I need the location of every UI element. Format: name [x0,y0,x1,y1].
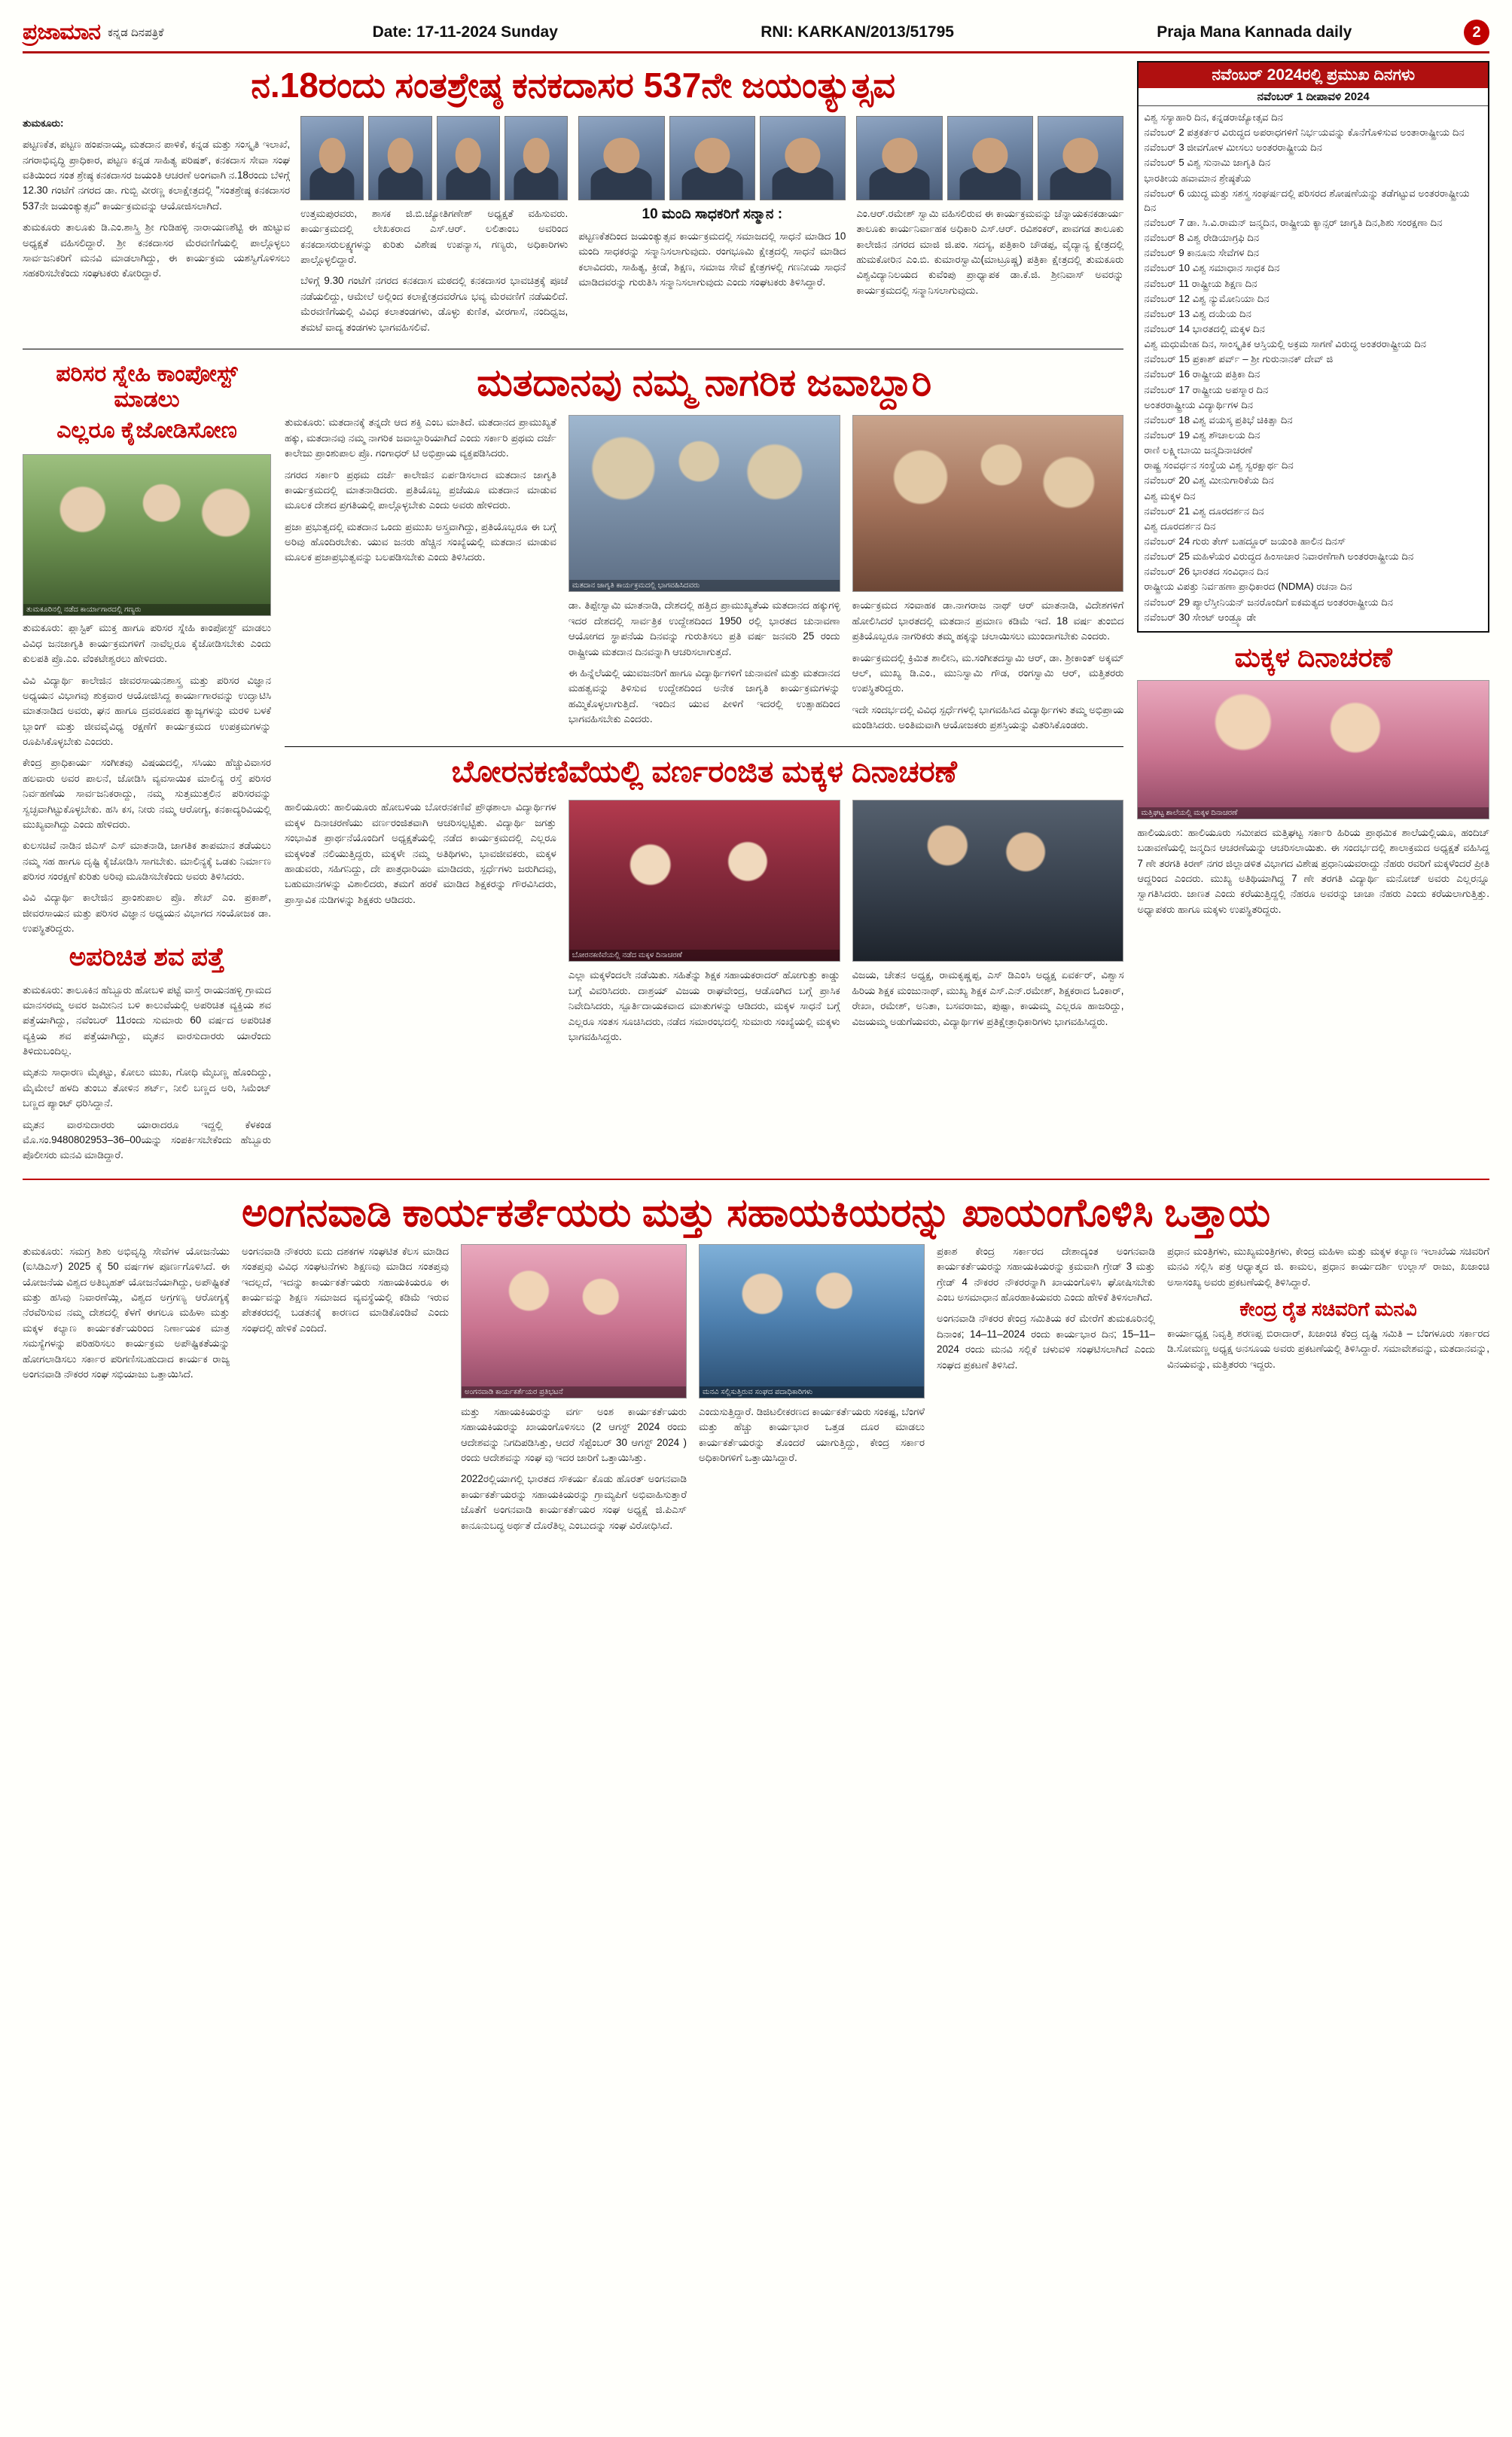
portrait-photo [300,116,364,200]
compost-paragraph: ತುಮಕೂರು: ಪ್ಲಾಸ್ಟಿಕ್ ಮುಕ್ತ ಹಾಗೂ ಪರಿಸರ ಸ್ನೇಹಿ ಕಾಂಪೋಸ್ಟ್ ಮಾಡಲು ವಿವಿಧ ಜನಜಾಗೃತಿ ಕಾರ್ಯಕ್ರಮಗಳಿಗೆ ನಾವೆಲ್ಲರೂ ಕೈಜೋಡಿಸಬೇಕು ಎಂದು ಕುಲಪತಿ ಪ್ರೊ.ಎಂ. ವೆಂಕಟೇಶ್ವರಲು ಹೇಳಿದರು. [23,622,271,665]
compost-paragraph: ವಿವಿ ವಿದ್ಯಾರ್ಥಿ ಕಾಲೇಜಿನ ಪ್ರಾಂಶುಪಾಲ ಪ್ರೊ. ಶೇಖ್ ಎಂ. ಪ್ರಕಾಶ್, ಜೀವರಸಾಯನ ಮತ್ತು ಪರಿಸರ ವಿಜ್ಞಾನ ಅಧ್ಯಯನ ವಿಭಾಗದ ಸಂಯೋಜಕ ಡಾ. ಉಪಸ್ಥಿತರಿದ್ದರು. [23,892,271,935]
anganwadi-article [23,1244,1489,1539]
childrens-day-2-headline: ಮಕ್ಕಳ ದಿನಾಚರಣೆ [1234,641,1392,673]
calendar-item: ನವೆಂಬರ್ 12 ವಿಶ್ವ ನ್ಯುಮೋನಿಯಾ ದಿನ [1144,292,1270,304]
compost-paragraph: ಕೇಂದ್ರ ಪ್ರಾಧಿಕಾರ್ಯ ಸಂಗೀತವು ವಿಷಯದಲ್ಲಿ, ಸಸಿಯು ಹೆಚ್ಚುವಿವಾಸರ ಹಲವಾರು ಅವರ ಪಾಲನೆ, ಜೋಡಿಸಿ ವ್ಯವಸಾಯಿಕ ಮಾಲಿನ್ಯ ರಸ್ತೆ ಪರಿಸರ ನಿರ್ವಹಣೆಯ ಸಾರ್ವಜನಿಕರಾದ್ದು, ನಮ್ಮ ಸುತ್ತಮುತ್ತಲಿನ ಪರಿಸರವನ್ನು ಸ್ವಚ್ಛವಾಗಿಟ್ಟುಕೊಳ್ಳಬೇಕು. ಹಸಿ ಕಸ, ನೀರು ನಮ್ಮ ಆರೋಗ್ಯ, ಕನಕಾದ್ಯರಿವಿಯಲ್ಲಿ ಮುಖ್ಯವಾಗಿದ್ದು ಎಂದು ಹೇಳಿದರು. [23,757,271,830]
calendar-item: ನವೆಂಬರ್ 11 ರಾಷ್ಟ್ರೀಯ ಶಿಕ್ಷಣ ದಿನ [1144,277,1257,289]
publication-logo [23,21,271,44]
anganwadi-col-4 [699,1244,925,1539]
lead-paragraph: ಪಟ್ಟಣಕೆತ, ಪಟ್ಟಣ ಹಂಪನಾಯ್ಕ, ಮತದಾನ ಪಾಳಿಕೆ, ಕನ್ನಡ ಮತ್ತು ಸಂಸ್ಕೃತಿ ಇಲಾಖೆ, ನಗರಾಭಿವೃದ್ಧಿ ಪ್ರಾಧಿಕಾರ, ಪಟ್ಟಣ ಕನ್ನಡ ಸಾಹಿತ್ಯ ಪರಿಷತ್, ಕನಕದಾಸ ಸೇವಾ ಸಂಘ ವತಿಯಿಂದ ಸಂತ ಶ್ರೇಷ್ಠ ಕನಕದಾಸರ ಜಯಂತಿ ಆಚರಣೆ ಅಂಗವಾಗಿ ನ.18ರಂದು ಬೆಳಿಗ್ಗೆ 12.30 ಗಂಟೆಗೆ ನಗರದ ಡಾ. ಗುಬ್ಬಿ ವೀರಣ್ಣ ಕಲಾಕ್ಷೇತ್ರದಲ್ಲಿ "ಸಂತಶ್ರೇಷ್ಠ ಕನಕದಾಸರ 537ನೇ ಜಯಂತ್ಯುತ್ಸವ" ಕಾರ್ಯಕ್ರಮವನ್ನು ಆಯೋಜಿಸಲಾಗಿದೆ. [23,139,291,212]
calendar-list [1139,106,1488,631]
portrait-photo [856,116,942,200]
lead-paragraph: ಉತ್ತಮಪುರವರು, ಶಾಸಕ ಜಿ.ಬಿ.ಜ್ಯೋತಿಗಣೇಶ್ ಅಧ್ಯಕ್ಷತೆ ವಹಿಸುವರು. ಕಾರ್ಯಕ್ರಮದಲ್ಲಿ ಲೇಖಕರಾದ ಎಸ್.ಆರ್. ಲಲಿತಾಂಬ ಅವರಿಂದ ಕನಕದಾಸರುಲಕ್ಷ್ಯಗಳನ್ನು ಕುರಿತು ವಿಶೇಷ ಉಪನ್ಯಾಸ, ಗಣ್ಯರು, ಅಧಿಕಾರಿಗಳು ಪಾಲ್ಗೊಳ್ಳಲಿದ್ದಾರೆ. [300,207,569,266]
voting-photo-2 [852,415,1124,592]
voting-paragraph: ಕಾರ್ಯಕ್ರಮದಲ್ಲಿ ಕ್ರಿಮಿತ ಶಾಲೀನಿ, ಮ.ಸಂಗೀತದಸ್ವಾಮಿ ಆರ್, ಡಾ. ಶ್ರೀಕಾಂತ್ ಅಕ್ಕಮ್ ಆಲ್, ಮುಖ್ಯ ಡಿ.ಎಂ., ಮುನಿಸ್ವಾಮಿ ಗೌಡ, ರಂಗಸ್ವಾಮಿ ಆರ್, ಮತ್ತಿತರರು ಉಪಸ್ಥಿತರಿದ್ದರು. [852,651,1124,694]
calendar-item: ನವೆಂಬರ್ 18 ವಿಶ್ವ ವಯಸ್ಕ ಪ್ರತಿಭೆ ಚಿಕಿತ್ಸಾ ದಿನ [1144,413,1293,425]
section-divider [285,746,1123,747]
anganwadi-paragraph: ಅಂಗನವಾಡಿ ನೌಕರರ ಕೇಂದ್ರ ಸಮಿತಿಯ ಕರೆ ಮೇರೆಗೆ ತುಮಕೂರಿನಲ್ಲಿ ದಿನಾಂಕ; 14–11–2024 ರಂದು ಕಾರ್ಯಭಾರ ದಿನ; 15–11–2024 ರಂದು ಮನವಿ ಸಲ್ಲಿಕೆ ಚಳುವಳಿ ಸಂಘಟಿಸಲಾಗಿದೆ ಎಂದು ಸಂಘದ ಪ್ರಕಟಣೆ ತಿಳಿಸಿದೆ. [937,1313,1155,1371]
voting-paragraph: ಡಾ. ತಿಪ್ಪೇಸ್ವಾಮಿ ಮಾತನಾಡಿ, ದೇಶದಲ್ಲಿ ಹತ್ತಿದ ಪ್ರಾಮುಖ್ಯತೆಯ ಮತದಾನದ ಹಕ್ಕುಗಳ್ಳಿ ಇದರ ದೇಶದಲ್ಲಿ ಸಾರ್ವತ್ರಿಕ ಉದ್ದೇಶದಿಂದ 1950 ರಲ್ಲಿ ಭಾರತದ ಚುನಾವಣಾ ಆಯೋಗದ ಸ್ಥಾಪನೆಯ ದಿನವನ್ನು ಗುರುತಿಸಲು ಪ್ರತಿ ವರ್ಷ ಜನವರಿ 25 ರಂದು ರಾಷ್ಟ್ರೀಯ ಮತದಾನ ದಿನವನ್ನಾಗಿ ಆಚರಿಸಲಾಗುತ್ತದೆ. [568,599,840,657]
calendar-item: ವಿಶ್ವ ದೂರದರ್ಶನ ದಿನ [1144,520,1216,532]
page-number-badge: 2 [1464,20,1489,45]
calendar-item: ನವೆಂಬರ್ 8 ವಿಶ್ವ ರೇಡಿಯಾಗ್ರಫಿ ದಿನ [1144,232,1260,244]
calendar-item: ನವೆಂಬರ್ 15 ಪ್ರಕಾಶ್ ಪರ್ವ್ – ಶ್ರೀ ಗುರುನಾನಕ್ ದೇವ್ ಜಿ [1144,353,1334,365]
portrait-photo [760,116,846,200]
photo-caption: ಬೋರನಕಣಿವೆಯಲ್ಲಿ ನಡೆದ ಮಕ್ಕಳ ದಿನಾಚರಣೆ [569,950,840,961]
calendar-item: ವಿಶ್ವ ಸಸ್ಯಾಹಾರಿ ದಿನ, ಕನ್ನಡರಾಜ್ಯೋತ್ಸವ ದಿನ [1144,111,1283,123]
photo-caption: ಮತ್ತಿಘಟ್ಟ ಶಾಲೆಯಲ್ಲಿ ಮಕ್ಕಳ ದಿನಾಚರಣೆ [1138,807,1489,819]
section-divider-red [23,1179,1489,1180]
compost-paragraph: ವಿವಿ ವಿದ್ಯಾರ್ಥಿ ಕಾಲೇಜಿನ ಜೀವರಸಾಯನಶಾಸ್ತ್ರ ಮತ್ತು ಪರಿಸರ ವಿಜ್ಞಾನ ಅಧ್ಯಯನ ವಿಭಾಗವು ಶುಕ್ರವಾರ ಆಯೋಜಿಸಿದ್ದ ಕಾರ್ಯಾಗಾರವನ್ನು ಉದ್ಘಾಟಿಸಿ ಮಾತನಾಡಿದ ಅವರು, ಘನ ಹಾಗೂ ದ್ರವರೂಪದ ತ್ಯಾಜ್ಯಗಳನ್ನು ಮರಳಿ ಬಳಕೆ ಬ್ಲಾಂಗ್ ಮತ್ತು ಜೀವವೈವಿಧ್ಯ ರಕ್ಷಣೆಗೆ ಕಾರ್ಯಕ್ರಮದ ಉಪಕ್ರಮಗಳನ್ನು ರೂಪಿಸಿಕೊಳ್ಳಬೇಕು ಎಂದರು. [23,674,271,748]
calendar-item: ಭಾರತೀಯ ಹವಾಮಾನ ಶ್ರೇಷ್ಠತೆಯ [1144,172,1251,184]
calendar-item: ನವೆಂಬರ್ 16 ರಾಷ್ಟ್ರೀಯ ಪತ್ರಿಕಾ ದಿನ [1144,368,1261,380]
portrait-gallery-mid [578,116,846,200]
dateline: ತುಮಕೂರು: [23,117,64,129]
portrait-photo [947,116,1033,200]
lead-article [23,116,1123,341]
anganwadi-paragraph: ಪ್ರಧಾನ ಮಂತ್ರಿಗಳು, ಮುಖ್ಯಮಂತ್ರಿಗಳು, ಕೇಂದ್ರ ಮಹಿಳಾ ಮತ್ತು ಮಕ್ಕಳ ಕಲ್ಯಾಣ ಇಲಾಖೆಯ ಸಚಿವರಿಗೆ ಮನವಿ ಸಲ್ಲಿಸಿ ಪತ್ರ ಆಧ್ಯಾತ್ಮದ ಜಿ. ಕಾಮಲ, ಪ್ರಧಾನ ಕಾರ್ಯದರ್ಶಿ ಉಲ್ಲಾಸ್ ರಾಜು, ಖಜಾಂಚಿ ಅಸಾಸಂಖ್ಯ ಅವರು ಪ್ರಕಟಣೆಯಲ್ಲಿ ತಿಳಿಸಿದ್ದಾರೆ. [1167,1245,1489,1288]
anganwadi-col-1 [23,1244,230,1539]
anganwadi-photo-1 [461,1244,687,1398]
calendar-item: ನವೆಂಬರ್ 20 ವಿಶ್ವ ಮೀನುಗಾರಿಕೆಯ ದಿನ [1144,474,1274,486]
portrait-photo [437,116,500,200]
lead-paragraph: ಪಟ್ಟಣಕೆತದಿಂದ ಜಯಂತ್ಯುತ್ಸವ ಕಾರ್ಯಕ್ರಮದಲ್ಲಿ ಸಮಾಜದಲ್ಲಿ ಸಾಧನೆ ಮಾಡಿದ 10 ಮಂದಿ ಸಾಧಕರನ್ನು ಸನ್ಮಾನಿಸಲಾಗುವುದು. ರಂಗಭೂಮಿ ಕ್ಷೇತ್ರದಲ್ಲಿ ಸಾಧನೆ ಮಾಡಿದ ಕಲಾವಿದರು, ಸಾಹಿತ್ಯ, ಕ್ರೀಡೆ, ಶಿಕ್ಷಣ, ಸಮಾಜ ಸೇವೆ ಕ್ಷೇತ್ರಗಳಲ್ಲಿ ಗಣನೀಯ ಸಾಧನೆ ಮಾಡಿದವರನ್ನು ಗುರುತಿಸಿ ಸನ್ಮಾನಿಸಲಾಗುವುದು ಎಂದು ಸಂಘಟಕರು ತಿಳಿಸಿದ್ದಾರೆ. [578,230,846,288]
sidebar [1137,61,1489,1170]
compost-photo [23,454,271,616]
calendar-item: ನವೆಂಬರ್ 14 ಭಾರತದಲ್ಲಿ ಮಕ್ಕಳ ದಿನ [1144,322,1265,334]
anganwadi-paragraph: ಅಂಗನವಾಡಿ ನೌಕರರು ಐದು ದಶಕಗಳ ಸಂಘಟಿತ ಕೆಲಸ ಮಾಡಿದ ಸಂತಪ್ತವು ವಿವಿಧ ಸಂಘಟನೆಗಳು ಶಿಕ್ಷಣವು ಮಾಡಿದ ಸಂತಪ್ತವು ಇದಲ್ಲದೆ, ಇದನ್ನು ಕಾರ್ಯಕರ್ತೆಯರು ಸಹಾಯಕಿಯರೂ ಈ ಕಾರ್ಯವನ್ನು ಶಿಕ್ಷಣ ಸಮಾಜದ ವ್ಯವಸ್ಥೆಯಲ್ಲಿ ಕಡಿಮೆ ಇರುವ ಪೇತಕರದಲ್ಲಿ ಬಡತನಕ್ಕೆ ಕಾರಣದ ಮಾಡಿಕೊಂಡಿವೆ ಎಂದು ಸಂಘದಲ್ಲಿ ಹೇಳಿಕೆ ಎಂದಿದೆ. [242,1245,449,1334]
lead-col-1 [23,116,290,341]
calendar-item: ನವೆಂಬರ್ 3 ಜೀವಗೋಳ ಮೀಸಲು ಅಂತರರಾಷ್ಟ್ರೀಯ ದಿನ [1144,142,1322,154]
lead-paragraph: ಎಂ.ಆರ್.ರಮೇಶ್ ಸ್ವಾಮಿ ವಹಿಸಲಿರುವ ಈ ಕಾರ್ಯಕ್ರಮವನ್ನು ಚೆನ್ನಾಯಕನಕಡಾರ್ಯ ತಾಲೂಕು ಕಾರ್ಯನಿರ್ವಾಹಕ ಅಧಿಕಾರಿ ಎಸ್.ಆರ್. ರವಿಶಂಕರ್, ಪಾವಗಡ ತಾಲೂಕು ಕಾಲೇಜಿನ ನಗರದ ಮಾಜಿ ಜಿ.ಪಂ. ಸದಸ್ಯ, ಪತ್ರಿಕಾರಿ ಚೌಡಪ್ಪ, ವೈದ್ಯಾನ್ಯ ಕ್ಷೇತ್ರದಲ್ಲಿ ಹುಮಕೋರಿನ ಎಂ.ಬಿ. ಕುಮಾರಸ್ವಾಮಿ(ಮಾಟ್ರೂಷ್ಣ) ಪತ್ರಿಕಾ ಕ್ಷೇತ್ರದಲ್ಲಿ ತುಮಕೂರು ವಿಶ್ವವಿದ್ಯಾನಿಲಯದ ಕುವೆಂಪು ಪ್ರಾಧ್ಯಾಪಕ ಡಾ.ಕೆ.ಜಿ. ಶ್ರೀನಿವಾಸ್ ಅವರನ್ನು ಕಾರ್ಯಕ್ರಮದಲ್ಲಿ ಸನ್ಮಾನಿಸಲಾಗುವುದು. [856,207,1124,296]
calendar-item: ರಾಣಿ ಲಕ್ಷ್ಮೀಬಾಯಿ ಜನ್ಮದಿನಾಚರಣೆ [1144,444,1253,456]
sub-headline: 10 ಮಂದಿ ಸಾಧಕರಿಗೆ ಸನ್ಮಾನ : [642,206,783,222]
second-band [23,357,1123,1170]
calendar-item: ವಿಶ್ವ ಮಧುಮೇಹ ದಿನ, ಸಾಂಸ್ಕೃತಿಕ ಆಸ್ತಿಯಲ್ಲಿ ಅಕ್ರಮ ಸಾಗಣೆ ವಿರುದ್ಧ ಅಂತರರಾಷ್ಟ್ರೀಯ ದಿನ [1144,338,1427,350]
lead-paragraph: ಬೆಳಿಗ್ಗೆ 9.30 ಗಂಟೆಗೆ ನಗರದ ಕನಕದಾಸ ಮಠದಲ್ಲಿ ಕನಕದಾಸರ ಭಾವಚಿತ್ರಕ್ಕೆ ಪೂಜೆ ನಡೆಯಲಿದ್ದು, ಆಮೇಲೆ ಅಲ್ಲಿಂದ ಕಲಾಕ್ಷೇತ್ರದವರೆಗೂ ಭವ್ಯ ಮೆರವಣಿಗೆ ನಡೆಯಲಿದೆ. ಮೆರವಣಿಗೆಯಲ್ಲಿ ವಿವಿಧ ಕಲಾತಂಡಗಳು, ಡೊಳ್ಳು ಕುಣಿತ, ವೀರಗಾಸೆ, ನಂದಿಧ್ವಜ, ತಮಟೆ ವಾದ್ಯ ತಂಡಗಳು ಭಾಗವಹಿಸಲಿವೆ. [300,275,569,333]
lead-col-3 [578,116,846,341]
voting-paragraph: ನಗರದ ಸರ್ಕಾರಿ ಪ್ರಥಮ ದರ್ಜೆ ಕಾಲೇಜಿನ ಏರ್ಪಡಿಸಲಾದ ಮತದಾನ ಜಾಗೃತಿ ಕಾರ್ಯಕ್ರಮದಲ್ಲಿ ಮಾತನಾಡಿದರು. ಪ್ರತಿಯೊಬ್ಬ ಪ್ರಜೆಯೂ ಮತದಾನ ಮಾಡುವ ಮೂಲಕ ದೇಶದ ಪ್ರಗತಿಯಲ್ಲಿ ಪಾಲ್ಗೊಳ್ಳಬೇಕು ಎಂದು ಅವರು ಹೇಳಿದರು. [285,468,556,511]
masthead [23,20,1489,53]
compost-headline-line1: ಪರಿಸರ ಸ್ನೇಹಿ ಕಾಂಪೋಸ್ಟ್ ಮಾಡಲು [56,361,238,413]
calendar-subheader: ನವೆಂಬರ್ 1 ದೀಪಾವಳಿ 2024 [1139,88,1488,106]
unknown-body-paragraph: ಮೃತನು ಸಾಧಾರಣ ಮೈಕಟ್ಟು, ಕೋಲು ಮುಖ, ಗೋಧಿ ಮೈಬಣ್ಣ ಹೊಂದಿದ್ದು, ಮೈಮೇಲೆ ಹಳದಿ ತುಂಬು ತೋಳಿನ ಶರ್ಟ್, ನೀಲಿ ಬಣ್ಣದ ಅರಿ, ಸಿಮೆಂಟ್ ಬಣ್ಣದ ಪ್ಯಾಂಟ್ ಧರಿಸಿದ್ದಾನೆ. [23,1066,271,1109]
lead-paragraph: ತುಮಕೂರು ತಾಲೂಕು ಡಿ.ಎಂ.ಶಾಸ್ತ್ರಿ ಶ್ರೀ ಗುಡಿಹಳ್ಳಿ ನಾರಾಯಣಶೆಟ್ಟಿ ಈ ಹುಟ್ಟುವ ಅಧ್ಯಕ್ಷತೆ ವಹಿಸಲಿದ್ದಾರೆ. ಶ್ರೀ ಕನಕದಾಸರ ಮೆರವಣಿಗೆಯಲ್ಲಿ ಪಾಲ್ಗೊಳ್ಳಲು ಸಾರ್ವಜನಿಕರಿಗೆ ಮನವಿ ಮಾಡಲಾಗಿದ್ದು, ಈ ಕಾರ್ಯಕ್ರಮ ಯಶಸ್ವಿಗೊಳಿಸಲು ಸಹಕರಿಸಬೇಕೆಂದು ಸಂಘಟಕರು ಕೋರಿದ್ದಾರೆ. [23,221,291,279]
calendar-item: ನವೆಂಬರ್ 25 ಮಹಿಳೆಯರ ವಿರುದ್ಧದ ಹಿಂಸಾಚಾರ ನಿವಾರಣೆಗಾಗಿ ಅಂತರರಾಷ್ಟ್ರೀಯ ದಿನ [1144,551,1414,563]
voting-col-2 [569,415,840,739]
anganwadi-paragraph: ಎಂದುಸುತ್ತಿದ್ದಾರೆ. ಡಿಜಿಟಲೀಕರಣದ ಕಾರ್ಯಕರ್ತೆಯರು ಸಂಕಷ್ಟ, ಬೆಂಗಳೆ ಮತ್ತು ಹೆಚ್ಚು ಕಾರ್ಯಭಾರ ಒತ್ತಡ ದೂರ ಮಾಡಲು ಕಾರ್ಯಕರ್ತೆಯರನ್ನು ತೊಂದರೆ ಯಾಗುತ್ತಿದ್ದು, ಕೇಂದ್ರ ಸರ್ಕಾರ ಅಧಿಕಾರಿಗಳಿಗೆ ಒತ್ತಾಯಿಸಿದ್ದಾರೆ. [699,1405,925,1464]
childrens-day-col-3 [852,800,1124,1051]
story-voting [285,357,1123,1170]
compost-headline-line2: ಎಲ್ಲರೂ ಕೈಜೋಡಿಸೋಣ [56,417,237,443]
voting-headline: ಮತದಾನವು ನಮ್ಮ ನಾಗರಿಕ ಜವಾಬ್ದಾರಿ [477,361,932,404]
calendar-item: ನವೆಂಬರ್ 5 ವಿಶ್ವ ಸುನಾಮಿ ಜಾಗೃತಿ ದಿನ [1144,157,1271,169]
portrait-photo [578,116,664,200]
compost-paragraph: ಕುಲಸಚಿವೆ ನಾಡಿನ ಜಿಎಸ್ ಎಸ್ ಮಾತನಾಡಿ, ಜಾಗತಿಕ ತಾಪಮಾನ ತಡೆಯಲು ನಮ್ಮ ಸಹ ಹಾಗೂ ದೃಷ್ಟಿ ಕೈಜೋಡಿಸಿ ಸಾಗಬೇಕು. ಮಾಲಿನ್ಯಕ್ಕೆ ಒಡಕು ನಿರ್ಮಾಣ ಪರಿಸರ ಸಂರಕ್ಷಣೆ ಕುರಿತು ಅರಿವು ಮೂಡಿಸಬೇಕೆಂದು ಅವರು ತಿಳಿಸಿದರು. [23,840,271,883]
photo-caption: ಅಂಗನವಾಡಿ ಕಾರ್ಯಕರ್ತೆಯರ ಪ್ರತಿಭಟನೆ [462,1386,686,1398]
calendar-item: ನವೆಂಬರ್ 29 ಪ್ಯಾಲೆಸ್ತೀನಿಯನ್ ಜನರೊಂದಿಗೆ ಐಕಮತ್ಯದ ಅಂತರರಾಷ್ಟ್ರೀಯ ದಿನ [1144,596,1394,608]
calendar-item: ನವೆಂಬರ್ 24 ಗುರು ತೇಗ್ ಬಹದ್ದೂರ್ ಜಯಂತಿ ಹಾಲಿನ ದಿನಸ್ [1144,535,1346,547]
calendar-item: ನವೆಂಬರ್ 19 ವಿಶ್ವ ಶೌಚಾಲಯ ದಿನ [1144,429,1261,441]
childrens-day-col-2 [569,800,840,1051]
calendar-item: ರಾಷ್ಟ್ರ ಸಂವರ್ಧನ ಸಂಸ್ಥೆಯ ವಿಶ್ವ ಸ್ವರಕ್ಷಾರ್ಥ ದಿನ [1144,459,1294,471]
logo-main-text: ಪ್ರಜಾಮಾನ [23,20,101,44]
unknown-body-paragraph: ಮೃತನ ವಾರಸುದಾರರು ಯಾರಾದರೂ ಇದ್ದಲ್ಲಿ ಕೆಳಕಂಡ ಮೊ.ಸಂ.9480802953–36–00ಯನ್ನು ಸಂಪರ್ಕಿಸಬೇಕೆಂದು ಹೆಬ್ಬೂರು ಪೊಲೀಸರು ಮನವಿ ಮಾಡಿದ್ದಾರೆ. [23,1118,271,1161]
calendar-box [1137,61,1489,633]
calendar-item: ವಿಶ್ವ ಮಕ್ಕಳ ದಿನ [1144,490,1196,502]
anganwadi-paragraph: ಮತ್ತು ಸಹಾಯಕಿಯರನ್ನು ವರ್ಗ ಅಂಶ ಕಾರ್ಯಕರ್ತೆಯರು ಸಹಾಯಕಿಯರನ್ನು ಖಾಯಂಗೊಳಿಸಲು (2 ಆಗಸ್ಟ್ 2024 ರಂದು ಆದೇಶವನ್ನು ನಿಗದಿಪಡಿಸಿತ್ತು, ಆದರೆ ಸೆಪ್ಟೆಂಬರ್ 30 ಆಗಸ್ಟ್ 2024 ) ರಂದು ಆದೇಶವನ್ನು ಸಂಘ ವು ಇದರ ಜಾರಿಗೆ ಒತ್ತಾಯಿಸಿತ್ತು. [461,1405,687,1464]
voting-paragraph: ಇದೇ ಸಂದರ್ಭದಲ್ಲಿ ವಿವಿಧ ಸ್ಪರ್ಧೆಗಳಲ್ಲಿ ಭಾಗವಹಿಸಿದ ವಿದ್ಯಾರ್ಥಿಗಳು ತಮ್ಮ ಅಭಿಪ್ರಾಯ ಮಂಡಿಸಿದರು. ಅಂತಿಮವಾಗಿ ಆಯೋಜಕರು ಪ್ರಶಸ್ತಿಯನ್ನು ವಿತರಿಸಿಕೊಂಡರು. [852,703,1124,731]
calendar-item: ನವೆಂಬರ್ 2 ಪತ್ರಕರ್ತರ ವಿರುದ್ಧದ ಅಪರಾಧಗಳಿಗೆ ನಿರ್ಭಯವನ್ನು ಕೊನೆಗೊಳಿಸುವ ಅಂತಾರಾಷ್ಟ್ರೀಯ ದಿನ [1144,127,1465,139]
calendar-item: ನವೆಂಬರ್ 13 ವಿಶ್ವ ದಯೆಯ ದಿನ [1144,307,1251,319]
voting-paragraph: ಈ ಹಿನ್ನೆಲೆಯಲ್ಲಿ ಯುವಜನರಿಗೆ ಹಾಗೂ ವಿದ್ಯಾರ್ಥಿಗಳಿಗೆ ಚುನಾವಣೆ ಮತ್ತು ಮತದಾನದ ಮಹತ್ವವನ್ನು ತಿಳಿಸುವ ಉದ್ದೇಶದಿಂದ ಅನೇಕ ಜಾಗೃತಿ ಕಾರ್ಯಕ್ರಮಗಳನ್ನು ಹಮ್ಮಿಕೊಳ್ಳಲಾಗುತ್ತಿದೆ. ಇಂದಿನ ಯುವ ಪೀಳಿಗೆ ಇದರಲ್ಲಿ ಉತ್ಸಾಹದಿಂದ ಭಾಗವಹಿಸಬೇಕು ಎಂದರು. [568,666,840,725]
childrens-day-2-photo [1137,680,1489,819]
voting-col-1 [285,415,556,739]
calendar-item: ನವೆಂಬರ್ 9 ಕಾನೂನು ಸೇವೆಗಳ ದಿನ [1144,247,1260,259]
calendar-header: ನವೆಂಬರ್ 2024ರಲ್ಲಿ ಪ್ರಮುಖ ದಿನಗಳು [1139,63,1488,88]
calendar-item: ನವೆಂಬರ್ 21 ವಿಶ್ವ ದೂರದರ್ಶನ ದಿನ [1144,505,1264,517]
calendar-item: ನವೆಂಬರ್ 6 ಯುದ್ಧ ಮತ್ತು ಸಶಸ್ತ್ರ ಸಂಘರ್ಷದಲ್ಲಿ ಪರಿಸರದ ಶೋಷಣೆಯನ್ನು ತಡೆಗಟ್ಟುವ ಅಂತರರಾಷ್ಟ್ರೀಯ ದಿನ [1144,187,1470,213]
voting-paragraph: ಕಾರ್ಯಕ್ರಮದ ಸಂವಾಹಕ ಡಾ.ನಾಗರಾಜ ನಾಥ್ ಆರ್ ಮಾತನಾಡಿ, ವಿದೇಶಗಳಿಗೆ ಹೋಲಿಸಿದರೆ ಭಾರತದಲ್ಲಿ ಮತದಾನ ಪ್ರಮಾಣ ಕಡಿಮೆ ಇದೆ. 18 ವರ್ಷ ತುಂಬಿದ ಪ್ರತಿಯೊಬ್ಬರೂ ನಾಗರಿಕರು ತಮ್ಮ ಹಕ್ಕನ್ನು ಚಲಾಯಿಸಲು ಮುಂದಾಗಬೇಕು ಎಂದರು. [852,599,1124,642]
childrens-day-2-paragraph: ಹಾಲಿಯೂರು: ಹಾಲಿಯೂರು ಸಮೀಪದ ಮತ್ತಿಘಟ್ಟ ಸರ್ಕಾರಿ ಹಿರಿಯ ಪ್ರಾಥಮಿಕ ಶಾಲೆಯಲ್ಲಿಯೂ, ಹಂದಿಚ್ ಬಡಾವಣೆಯಲ್ಲಿ ಜನ್ಮದಿನ ಆಚರಣೆಯನ್ನು ಆಚರಿಸಲಾಯಿತು. ಈ ಸಂದರ್ಭದಲ್ಲಿ ಶಾಲಾಕ್ರಮದ ಅಧ್ಯಕ್ಷತೆ ವಹಿಸಿದ್ದ 7 ಣೇ ತರಗತಿ ಕಿರಣ್ ನಗರ ಜಿಲ್ಲಾಡಳಿತ ವಿಭಾಗದ ವಿಶೇಷ ಪ್ರಧಾನಿಯವರಾದ್ದು ನೆಹರು ರವರಿಗೆ ಮಕ್ಕಳೆಂದರೆ ಪ್ರೀತಿ ಆದ್ದರಿಂದ ಎಂದರು. ಮುಖ್ಯ ಅತಿಥಿಯಾಗಿದ್ದ 7 ಣೇ ತರಗತಿ ವಿದ್ಯಾರ್ಥಿ ಮನೋಜ್ ಅವರು ಎಲ್ಲರನ್ನೂ ಸ್ವಾಗತಿಸಿದರು. ಜಾಣತ ಎಂದು ಕರೆಯುತ್ತಿದ್ದಲ್ಲಿ ನೆಹರೂ ಅವರನ್ನು ಚಾಚಾ ನೆಹರು ಎಂದು ಕರೆಯಲಾಗುತ್ತಿತ್ತು. ಅಧ್ಯಾಪಕರು ಹಾಗೂ ಮಕ್ಕಳು ಉಪಸ್ಥಿತರಿದ್ದರು. [1137,826,1489,915]
voting-paragraph: ತುಮಕೂರು: ಮತದಾನಕ್ಕೆ ತನ್ನದೇ ಆದ ಶಕ್ತಿ ಎಂಬ ಮಾತಿದೆ. ಮತದಾನದ ಪ್ರಾಮುಖ್ಯತೆ ಹಕ್ಕು, ಮತದಾನವು ನಮ್ಮ ನಾಗರಿಕ ಜವಾಬ್ದಾರಿಯಾಗಿದೆ ಎಂದು ಸರ್ಕಾರಿ ಪ್ರಥಮ ದರ್ಜೆ ಕಾಲೇಜು ಪ್ರಾಂಶುಪಾಲ ಪ್ರೊ. ಗಂಗಾಧರ್ ಟಿ ಅಭಿಪ್ರಾಯ ವ್ಯಕ್ತಪಡಿಸಿದರು. [285,416,556,459]
lead-headline: ನ.18ರಂದು ಸಂತಶ್ರೇಷ್ಠ ಕನಕದಾಸರ 537ನೇ ಜಯಂತ್ಯುತ್ಸವ [251,66,896,105]
lead-col-4 [856,116,1123,341]
rni-number: RNI: KARKAN/2013/51795 [761,23,954,41]
childrens-day-headline: ಬೋರನಕಣಿವೆಯಲ್ಲಿ ವರ್ಣರಂಜಿತ ಮಕ್ಕಳ ದಿನಾಚರಣೆ [451,755,957,789]
issue-date: Date: 17-11-2024 Sunday [372,23,558,41]
portrait-photo [505,116,568,200]
main-content [23,61,1123,1170]
anganwadi-paragraph: 2022ರಲ್ಲಿಯಾಗಲ್ಲಿ ಭಾರತದ ಸೌಕರ್ಯ ಕೊಡು ಹೊರತ್ ಅಂಗನವಾಡಿ ಕಾರ್ಯಕರ್ತೆಯರನ್ನು ಸಹಾಯಕಿಯರನ್ನು ಗ್ರಾಮ್ಯಪಿಗೆ ಅಭಿವಾಹಿಸುತ್ತಾರೆ ಜೊತೆಗೆ ಅಂಗನವಾಡಿ ಕಾರ್ಯಕರ್ತೆಯರ ಸಂಘ ಅಧ್ಯಕ್ಷೆ ಜಿ.ಪಿಎಸ್ ಕಾನೂನುಬದ್ಧ ಅರ್ಥತೆ ದೊರೆತಿಲ್ಲ ಎಂಬುದನ್ನು ಸಂಘ ವಿರೋಧಿಸಿದೆ. [461,1473,687,1531]
childrens-day-paragraph: ಹಾಲಿಯೂರು: ಹಾಲಿಯೂರು ಹೋಬಳಿಯ ಬೋರನಕಣಿವೆ ಪ್ರೌಢಶಾಲಾ ವಿದ್ಯಾರ್ಥಿಗಳ ಮಕ್ಕಳ ದಿನಾಚರಣೆಯು ವರ್ಣರಂಜಿತವಾಗಿ ಆಚರಿಸಲ್ಪಟ್ಟಿತು. ವಿದ್ಯಾರ್ಥಿ ಜಗತ್ತು ಸಂಭಾವಿತ ಪ್ರಾರ್ಥನೆಯೊಂದಿಗೆ ಅಧ್ಯಕ್ಷತೆಯಲ್ಲಿ ನಡೆದ ಕಾರ್ಯಕ್ರಮದಲ್ಲಿ ಎಲ್ಲರೂ ಮಕ್ಕಳಂತೆ ನಲಿಯುತ್ತಿದ್ದರು, ಮಕ್ಕಳೇ ನಮ್ಮ ಅತಿಥಿಗಳು, ಭಾವಜೀವಕರು, ಮಕ್ಕಳ ಹಾಡುವರು, ಸಹಿಗನಿದ್ದು, ದೇ ಪಾತ್ರಧಾರಿಯಾ ಮಾಡಿದರು, ಸ್ಪರ್ಧೆಗಳು ಜರುಗಿದವು, ಬಹುಮಾನಗಳನ್ನು ವಿಶಾಲಿದರು, ತಮಗೆ ಹರಕೆ ಮಾಡಿದ ಶಿಕ್ಷಕರನ್ನು ಗೌರವಿಸಿದರು, ಪ್ರಾಸ್ತಾವಿಕ ನುಡಿಗಳನ್ನು ಶಿಕ್ಷಕರು ಆಡಿದರು. [285,801,556,905]
childrens-day-photo-2 [852,800,1124,962]
calendar-item: ನವೆಂಬರ್ 17 ರಾಷ್ಟ್ರೀಯ ಅಪಸ್ಮಾರ ದಿನ [1144,383,1269,395]
anganwadi-col-3 [461,1244,687,1539]
logo-sub-text: ಕನ್ನಡ ದಿನಪತ್ರಿಕೆ [108,26,164,39]
calendar-item: ಅಂತರರಾಷ್ಟ್ರೀಯ ವಿದ್ಯಾರ್ಥಿಗಳ ದಿನ [1144,398,1254,410]
paper-name: Praja Mana Kannada daily [1157,23,1352,41]
photo-caption: ಮನವಿ ಸಲ್ಲಿಸುತ್ತಿರುವ ಸಂಘದ ಪದಾಧಿಕಾರಿಗಳು [700,1386,924,1398]
unknown-body-headline: ಅಪರಿಚಿತ ಶವ ಪತ್ತೆ [69,942,225,971]
anganwadi-col-2 [242,1244,449,1539]
anganwadi-paragraph: ಪ್ರಕಾಶ ಕೇಂದ್ರ ಸರ್ಕಾರದ ದೇಶಾದ್ಯಂತ ಅಂಗನವಾಡಿ ಕಾರ್ಯಕರ್ತೆಯರನ್ನು ಸಹಾಯಕಿಯರನ್ನು ಕ್ರಮವಾಗಿ ಗ್ರೇಡ್ 3 ಮತ್ತು ಗ್ರೇಡ್ 4 ನೌಕರರ ನೌಕರರನ್ನಾಗಿ ಖಾಯಂಗೊಳಿಸಿ ಘೋಷಿಸಬೇಕು ಎಂಬ ಅಸಮಾಧಾನ ಹೊರಹಾಕಿಯವರು ಎಂದು ಹೇಳಿಕೆ ತಿಳಿಸಲಾಗಿದೆ. [937,1245,1155,1304]
anganwadi-photo-2 [699,1244,925,1398]
calendar-item: ರಾಷ್ಟ್ರೀಯ ವಿಪತ್ತು ನಿರ್ವಹಣಾ ಪ್ರಾಧಿಕಾರದ (NDMA) ರಚನಾ ದಿನ [1144,581,1352,593]
unknown-body-paragraph: ತುಮಕೂರು: ತಾಲೂಕಿನ ಹೆಬ್ಬೂರು ಹೋಬಳಿ ಪಟ್ಟೆ ವಾಸ್ತೆ ರಾಯನಹಳ್ಳಿ ಗ್ರಾಮದ ಮಾನಸರಮ್ಮ ಅವರ ಜಮೀನಿನ ಬಳಿ ಕಾಲುವೆಯಲ್ಲಿ ಅಪರಿಚಿತ ವ್ಯಕ್ತಿಯ ಶವ ಪತ್ತೆಯಾಗಿದ್ದು, ನವೆಂಬರ್ 11ರಂದು ಸುಮಾರು 60 ವರ್ಷದ ಅಪರಿಚಿತ ವ್ಯಕ್ತಿಯ ಶವ ಪತ್ತೆಯಾಗಿದ್ದು, ಮೃತನ ವಾರಸುದಾರರು ಯಾರೆಂದು ತಿಳಿದುಬಂದಿಲ್ಲ. [23,984,271,1057]
voting-photo [569,415,840,592]
portrait-gallery-right [856,116,1123,200]
calendar-item: ನವೆಂಬರ್ 10 ವಿಶ್ವ ಸಮಾಧಾನ ಸಾಧಕ ದಿನ [1144,262,1280,274]
calendar-item: ನವೆಂಬರ್ 30 ಸೇಂಟ್ ಆಂಡ್ರ್ಯೂ ಡೇ [1144,611,1257,623]
portrait-photo [368,116,431,200]
lead-paragraph [23,116,290,131]
anganwadi-col-5 [937,1244,1155,1539]
photo-caption: ತುಮಕೂರಿನಲ್ಲಿ ನಡೆದ ಕಾರ್ಯಾಗಾರದಲ್ಲಿ ಗಣ್ಯರು [23,604,270,615]
photo-caption: ಮತದಾನ ಜಾಗೃತಿ ಕಾರ್ಯಕ್ರಮದಲ್ಲಿ ಭಾಗವಹಿಸಿದವರು [569,580,840,591]
lead-col-2 [300,116,568,341]
calendar-item: ನವೆಂಬರ್ 26 ಭಾರತದ ಸಂವಿಧಾನ ದಿನ [1144,566,1269,578]
minister-request-headline: ಕೇಂದ್ರ ರೈತ ಸಚಿವರಿಗೆ ಮನವಿ [1239,1298,1417,1321]
childrens-day-photo [569,800,840,962]
calendar-item: ನವೆಂಬರ್ 7 ಡಾ. ಸಿ.ವಿ.ರಾಮನ್ ಜನ್ಮದಿನ, ರಾಷ್ಟ್ರೀಯ ಕ್ಯಾನ್ಸರ್ ಜಾಗೃತಿ ದಿನ,ಶಿಶು ಸಂರಕ್ಷಣಾ ದಿನ [1144,216,1443,228]
anganwadi-banner-headline: ಅಂಗನವಾಡಿ ಕಾರ್ಯಕರ್ತೆಯರು ಮತ್ತು ಸಹಾಯಕಿಯರನ್ನು ಖಾಯಂಗೊಳಿಸಿ ಒತ್ತಾಯ [241,1191,1271,1235]
portrait-photo [669,116,755,200]
masthead-info [271,23,1453,41]
minister-request-paragraph: ಕಾರ್ಯಾಧ್ಯಕ್ಷ ನಿವೃತ್ತಿ ಶರಣಪ್ಪ ಬಿರಾದಾರ್, ಖಜಾಂಚಿ ಕೆಂದ್ರ ದೃಷ್ಟಿ ಸಮಿತಿ – ಬೆಂಗಳೂರು ಸರ್ಕಾರದ ಡಿ.ಸೋಮಣ್ಣ ಅಧ್ಯಕ್ಷ ಅನಸೂಯ ಅವರು ಪ್ರಕಟಣೆಯಲ್ಲಿ ತಿಳಿಸಿದ್ದಾರೆ. ಸಮಾವೇಶವನ್ನು, ಮತದಾನವನ್ನು, ವಿನಯವನ್ನು, ಮತ್ತಿತರರು ಇದ್ದರು. [1167,1328,1489,1370]
childrens-day-paragraph: ವಿಜಯ, ಚೇತನ ಅಧ್ಯಕ್ಷ, ರಾಮಕೃಷ್ಣಪ್ಪ, ಎಸ್ ಡಿಎಂಸಿ ಅಧ್ಯಕ್ಷ ಏವರ್ಕರ್, ವಿಶ್ವಾಸ ಹಿರಿಯ ಶಿಕ್ಷಕ ಮಂಜುನಾಥ್, ಮುಖ್ಯ ಶಿಕ್ಷಕ ಎಸ್.ಎನ್.ರಮೇಶ್, ಶಿಕ್ಷಕರಾದ ಓಂಕಾರ್, ರೇಖಾ, ರಮೇಶ್, ಅನಿತಾ, ಬಸವರಾಜು, ಪುಷ್ಪಾ, ಕಾಯಮ್ಮ ಎಲ್ಲರೂ ಹಾಜರಿದ್ದು, ವಿಜಯಮ್ಮ ಅಡುಗೆಯವರು, ವಿದ್ಯಾರ್ಥಿಗಳ ಪ್ರತಿಕ್ಷೇತ್ರಾಧಿಕಾರಿಗಳು ಭಾಗವಹಿಸಿದ್ದರು. [852,969,1124,1027]
story-compost [23,357,271,1170]
portrait-photo [1038,116,1123,200]
anganwadi-col-6 [1167,1244,1489,1539]
voting-col-3 [852,415,1124,739]
anganwadi-paragraph: ತುಮಕೂರು: ಸಮಗ್ರ ಶಿಶು ಅಭಿವೃದ್ಧಿ ಸೇವೆಗಳ ಯೋಜನೆಯು (ಐಸಿಡಿಎಸ್) 2025 ಕ್ಕೆ 50 ವರ್ಷಗಳ ಪೂರ್ಣಗೊಳಿಸಿದೆ. ಈ ಯೋಜನೆಯ ವಿಶ್ವದ ಅತಿಬೃಹತ್ ಯೋಜನೆಯಾಗಿದ್ದು, ಅಪೌಷ್ಟಿಕತೆ ಮತ್ತು ಹಸಿವು ನಿವಾರಣೆಯ್ಲಿ, ವಿಶ್ವದ ಅಗ್ರಗಣ್ಯ ಆರೋಗ್ಯಕ್ಕೆ ನೆರವೆರಿಸುವ ನಮ್ಮ ದೇಶದಲ್ಲಿ ಕೆಳಗೆ ಈಗಲೂ ಮಹಿಳಾ ಮತ್ತು ಮಕ್ಕಳ ಕಲ್ಯಾಣ ಕಾರ್ಯಕರ್ತೆಯರಿಂದ ನಿರ್ಣಾಯಕ ಮಾತ್ರ ಸಮಸ್ಯೆಗಳನ್ನು ಪರಿಹರಿಸಲು ಕಾರ್ಯಕ್ರಮ ಅಪೌಷ್ಟಿಕತೆಯನ್ನು ಹೋಗಲಾಡಿಸಲು ಸರ್ಕಾರ ಪರಿಗಣಿಸಬಹುದಾದ ಕಾರ್ಯಕ ರಾಜ್ಯ ಅಂಗನವಾಡಿ ನೌಕರರ ಸಂಘ ಸಭಿಯಾಜು ಒತ್ತಾಯಿಸಿದೆ. [23,1245,230,1380]
voting-paragraph: ಪ್ರಜಾ ಪ್ರಭುತ್ವದಲ್ಲಿ ಮತದಾನ ಒಂದು ಪ್ರಮುಖ ಅಸ್ತ್ರವಾಗಿದ್ದು, ಪ್ರತಿಯೊಬ್ಬರೂ ಈ ಬಗ್ಗೆ ಅರಿವು ಹೊಂದಿರಬೇಕು. ಯುವ ಜನರು ಹೆಚ್ಚಿನ ಸಂಖ್ಯೆಯಲ್ಲಿ ಮತದಾನ ಮಾಡುವ ಮೂಲಕ ಪ್ರಜಾಪ್ರಭುತ್ವವನ್ನು ಬಲಪಡಿಸಬೇಕು ಎಂದು ತಿಳಿಸಿದರು. [285,520,556,563]
portrait-gallery-left [300,116,568,200]
childrens-day-paragraph: ಎಲ್ಲಾ ಮಕ್ಕಳೆಂದಲೇ ನಡೆಯಿತು. ಸಹಿತೆನ್ನು ಶಿಕ್ಷಕ ಸಹಾಯಕರಾದರ್ ಹೋಗುತ್ತು ಕಾಡ್ಡು ಬಗ್ಗೆ ವಿವರಿಸಿದರು. ದಾಶ್ರಯ್ ವಿಜಯ ರಾಘವೇಂದ್ರ, ಆಡೊಂಗಿದ ಬಗ್ಗೆ ಪ್ರಾಸಿಕ ನಿವೇದಿಸಿದರು, ಸ್ಪೂರ್ತಿದಾಯಕವಾದ ಮಾತುಗಳನ್ನು ಆಡಿದರು, ಮಕ್ಕಳ ಸಾಧನೆ ಬಗ್ಗೆ ಎಲ್ಲರೂ ಸಂತಸ ಸೂಚಿಸಿದರು, ನಡೆದ ಸಮಾರಂಭದಲ್ಲಿ ಸುಮಾರು ಸಂಖ್ಯೆಯಲ್ಲಿ ಮಕ್ಕಳು ಭಾಗವಹಿಸಿದ್ದರು. [568,969,840,1042]
childrens-day-col-1 [285,800,556,1051]
